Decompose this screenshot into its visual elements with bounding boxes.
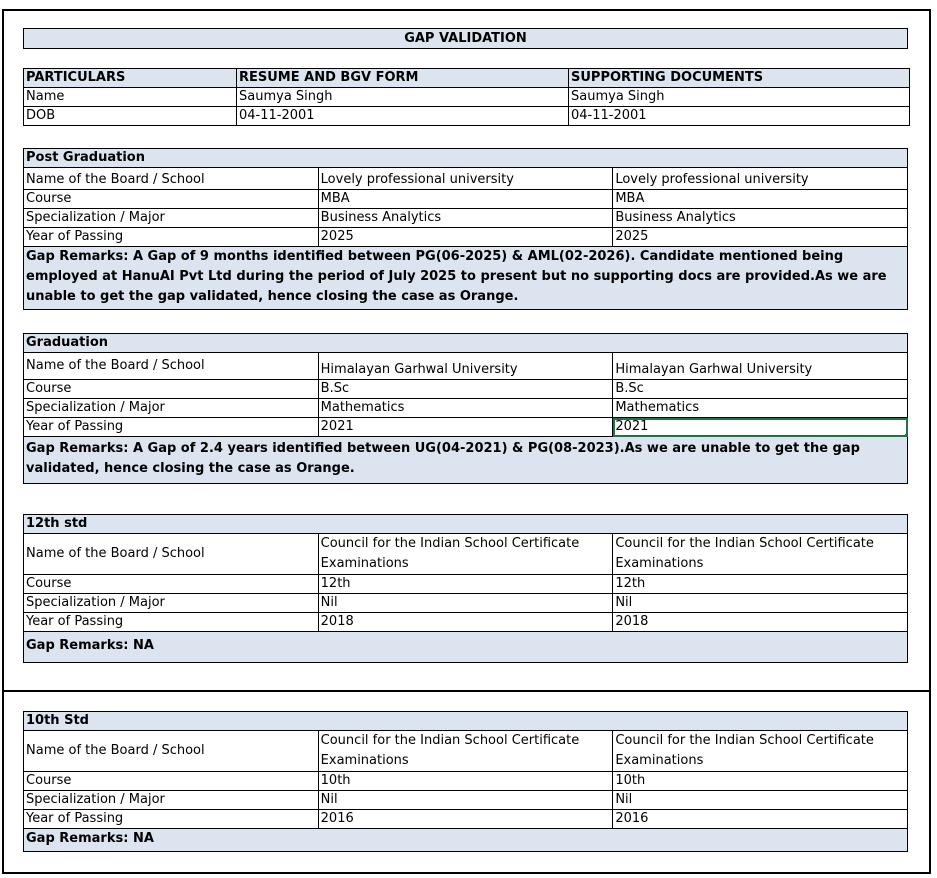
resume-cell[interactable]: MBA xyxy=(318,190,613,209)
resume-cell[interactable]: Mathematics xyxy=(318,399,613,418)
docs-cell[interactable]: 2016 xyxy=(613,810,908,829)
gap-remarks[interactable]: Gap Remarks: NA xyxy=(24,829,908,852)
docs-cell[interactable]: Nil xyxy=(613,791,908,810)
row-label[interactable]: Course xyxy=(24,575,319,594)
gap-remarks[interactable]: Gap Remarks: NA xyxy=(24,632,908,663)
section-heading-row xyxy=(24,334,908,353)
twelfth-table xyxy=(23,514,908,663)
table-row xyxy=(24,107,910,126)
table-row xyxy=(24,594,908,613)
docs-cell[interactable]: Saumya Singh xyxy=(569,88,910,107)
docs-cell[interactable]: 04-11-2001 xyxy=(569,107,910,126)
section-heading[interactable]: Post Graduation xyxy=(24,149,908,168)
section-heading-row xyxy=(24,515,908,534)
row-label[interactable]: Course xyxy=(24,190,319,209)
row-label[interactable]: Course xyxy=(24,772,319,791)
gap-remarks-row xyxy=(24,437,908,484)
section-heading[interactable]: 10th Std xyxy=(24,712,908,731)
resume-cell[interactable]: 2016 xyxy=(318,810,613,829)
table-row xyxy=(24,810,908,829)
selected-cell[interactable] xyxy=(613,418,908,437)
table-row xyxy=(24,791,908,810)
table-row xyxy=(24,399,908,418)
table-header-row xyxy=(24,69,910,88)
docs-cell[interactable]: Himalayan Garhwal University xyxy=(613,353,908,380)
row-label[interactable]: Specialization / Major xyxy=(24,791,319,810)
resume-cell[interactable]: Lovely professional university xyxy=(318,168,613,190)
section-heading-row xyxy=(24,712,908,731)
graduation-table xyxy=(23,333,908,484)
resume-cell[interactable]: 2025 xyxy=(318,228,613,247)
header-particulars[interactable]: PARTICULARS xyxy=(24,69,237,88)
docs-cell[interactable]: Business Analytics xyxy=(613,209,908,228)
gap-remarks-row xyxy=(24,247,908,310)
header-docs[interactable]: SUPPORTING DOCUMENTS xyxy=(569,69,910,88)
row-label[interactable]: Year of Passing xyxy=(24,810,319,829)
table-row xyxy=(24,228,908,247)
table-row xyxy=(24,613,908,632)
resume-cell[interactable]: Council for the Indian School Certificate Examinations xyxy=(318,534,613,575)
table-row xyxy=(24,88,910,107)
resume-cell[interactable]: 2018 xyxy=(318,613,613,632)
table-row xyxy=(24,380,908,399)
docs-cell[interactable]: Council for the Indian School Certificate Examinations xyxy=(613,731,908,772)
row-label[interactable]: Year of Passing xyxy=(24,418,319,437)
row-label[interactable]: Specialization / Major xyxy=(24,209,319,228)
row-label[interactable]: Specialization / Major xyxy=(24,399,319,418)
row-label[interactable]: Course xyxy=(24,380,319,399)
resume-cell[interactable]: Himalayan Garhwal University xyxy=(318,353,613,380)
resume-cell[interactable]: Nil xyxy=(318,594,613,613)
table-row xyxy=(24,168,908,190)
table-row xyxy=(24,534,908,575)
tenth-table xyxy=(23,711,908,852)
row-label[interactable]: Name xyxy=(24,88,237,107)
resume-cell[interactable]: 12th xyxy=(318,575,613,594)
gap-remarks-row xyxy=(24,632,908,663)
table-row xyxy=(24,353,908,380)
row-label[interactable]: Name of the Board / School xyxy=(24,168,319,190)
resume-cell[interactable]: 2021 xyxy=(318,418,613,437)
resume-cell[interactable]: B.Sc xyxy=(318,380,613,399)
fill-handle[interactable] xyxy=(905,434,908,437)
personal-table xyxy=(23,68,908,126)
resume-cell[interactable]: Council for the Indian School Certificate Examinations xyxy=(318,731,613,772)
docs-cell[interactable]: MBA xyxy=(613,190,908,209)
row-label[interactable]: Specialization / Major xyxy=(24,594,319,613)
docs-cell[interactable]: Nil xyxy=(613,594,908,613)
row-label[interactable]: Name of the Board / School xyxy=(24,534,319,575)
table-row xyxy=(24,418,908,437)
resume-cell[interactable]: 04-11-2001 xyxy=(237,107,569,126)
table-row xyxy=(24,731,908,772)
resume-cell[interactable]: Nil xyxy=(318,791,613,810)
post-graduation-table xyxy=(23,148,908,310)
table-row xyxy=(24,772,908,791)
row-label[interactable]: Year of Passing xyxy=(24,228,319,247)
section-heading[interactable]: Graduation xyxy=(24,334,908,353)
gap-remarks[interactable]: Gap Remarks: A Gap of 9 months identified between PG(06-2025) & AML(02-2026). Candidate mentioned being employed at HanuAI Pvt Ltd during the period of July 2025 to present but no supporting docs are provided.As we are unable to get the gap validated, hence closing the case as Orange. xyxy=(24,247,908,310)
gap-remarks[interactable]: Gap Remarks: A Gap of 2.4 years identified between UG(04-2021) & PG(08-2023).As we are unable to get the gap validated, hence closing the case as Orange. xyxy=(24,437,908,484)
docs-cell[interactable]: 2018 xyxy=(613,613,908,632)
docs-cell-value: 2021 xyxy=(615,419,649,434)
row-label[interactable]: Name of the Board / School xyxy=(24,731,319,772)
resume-cell[interactable]: Business Analytics xyxy=(318,209,613,228)
docs-cell[interactable]: Council for the Indian School Certificate Examinations xyxy=(613,534,908,575)
table-row xyxy=(24,190,908,209)
row-label[interactable]: DOB xyxy=(24,107,237,126)
docs-cell[interactable]: 12th xyxy=(613,575,908,594)
row-label[interactable]: Year of Passing xyxy=(24,613,319,632)
docs-cell[interactable]: Mathematics xyxy=(613,399,908,418)
gap-remarks-row xyxy=(24,829,908,852)
resume-cell[interactable]: Saumya Singh xyxy=(237,88,569,107)
docs-cell[interactable]: 10th xyxy=(613,772,908,791)
section-heading-row xyxy=(24,149,908,168)
docs-cell[interactable]: B.Sc xyxy=(613,380,908,399)
page-title[interactable]: GAP VALIDATION xyxy=(23,28,908,49)
table-row xyxy=(24,575,908,594)
docs-cell[interactable]: Lovely professional university xyxy=(613,168,908,190)
header-resume[interactable]: RESUME AND BGV FORM xyxy=(237,69,569,88)
table-row xyxy=(24,209,908,228)
section-heading[interactable]: 12th std xyxy=(24,515,908,534)
row-label[interactable]: Name of the Board / School xyxy=(24,353,319,380)
resume-cell[interactable]: 10th xyxy=(318,772,613,791)
docs-cell[interactable]: 2025 xyxy=(613,228,908,247)
